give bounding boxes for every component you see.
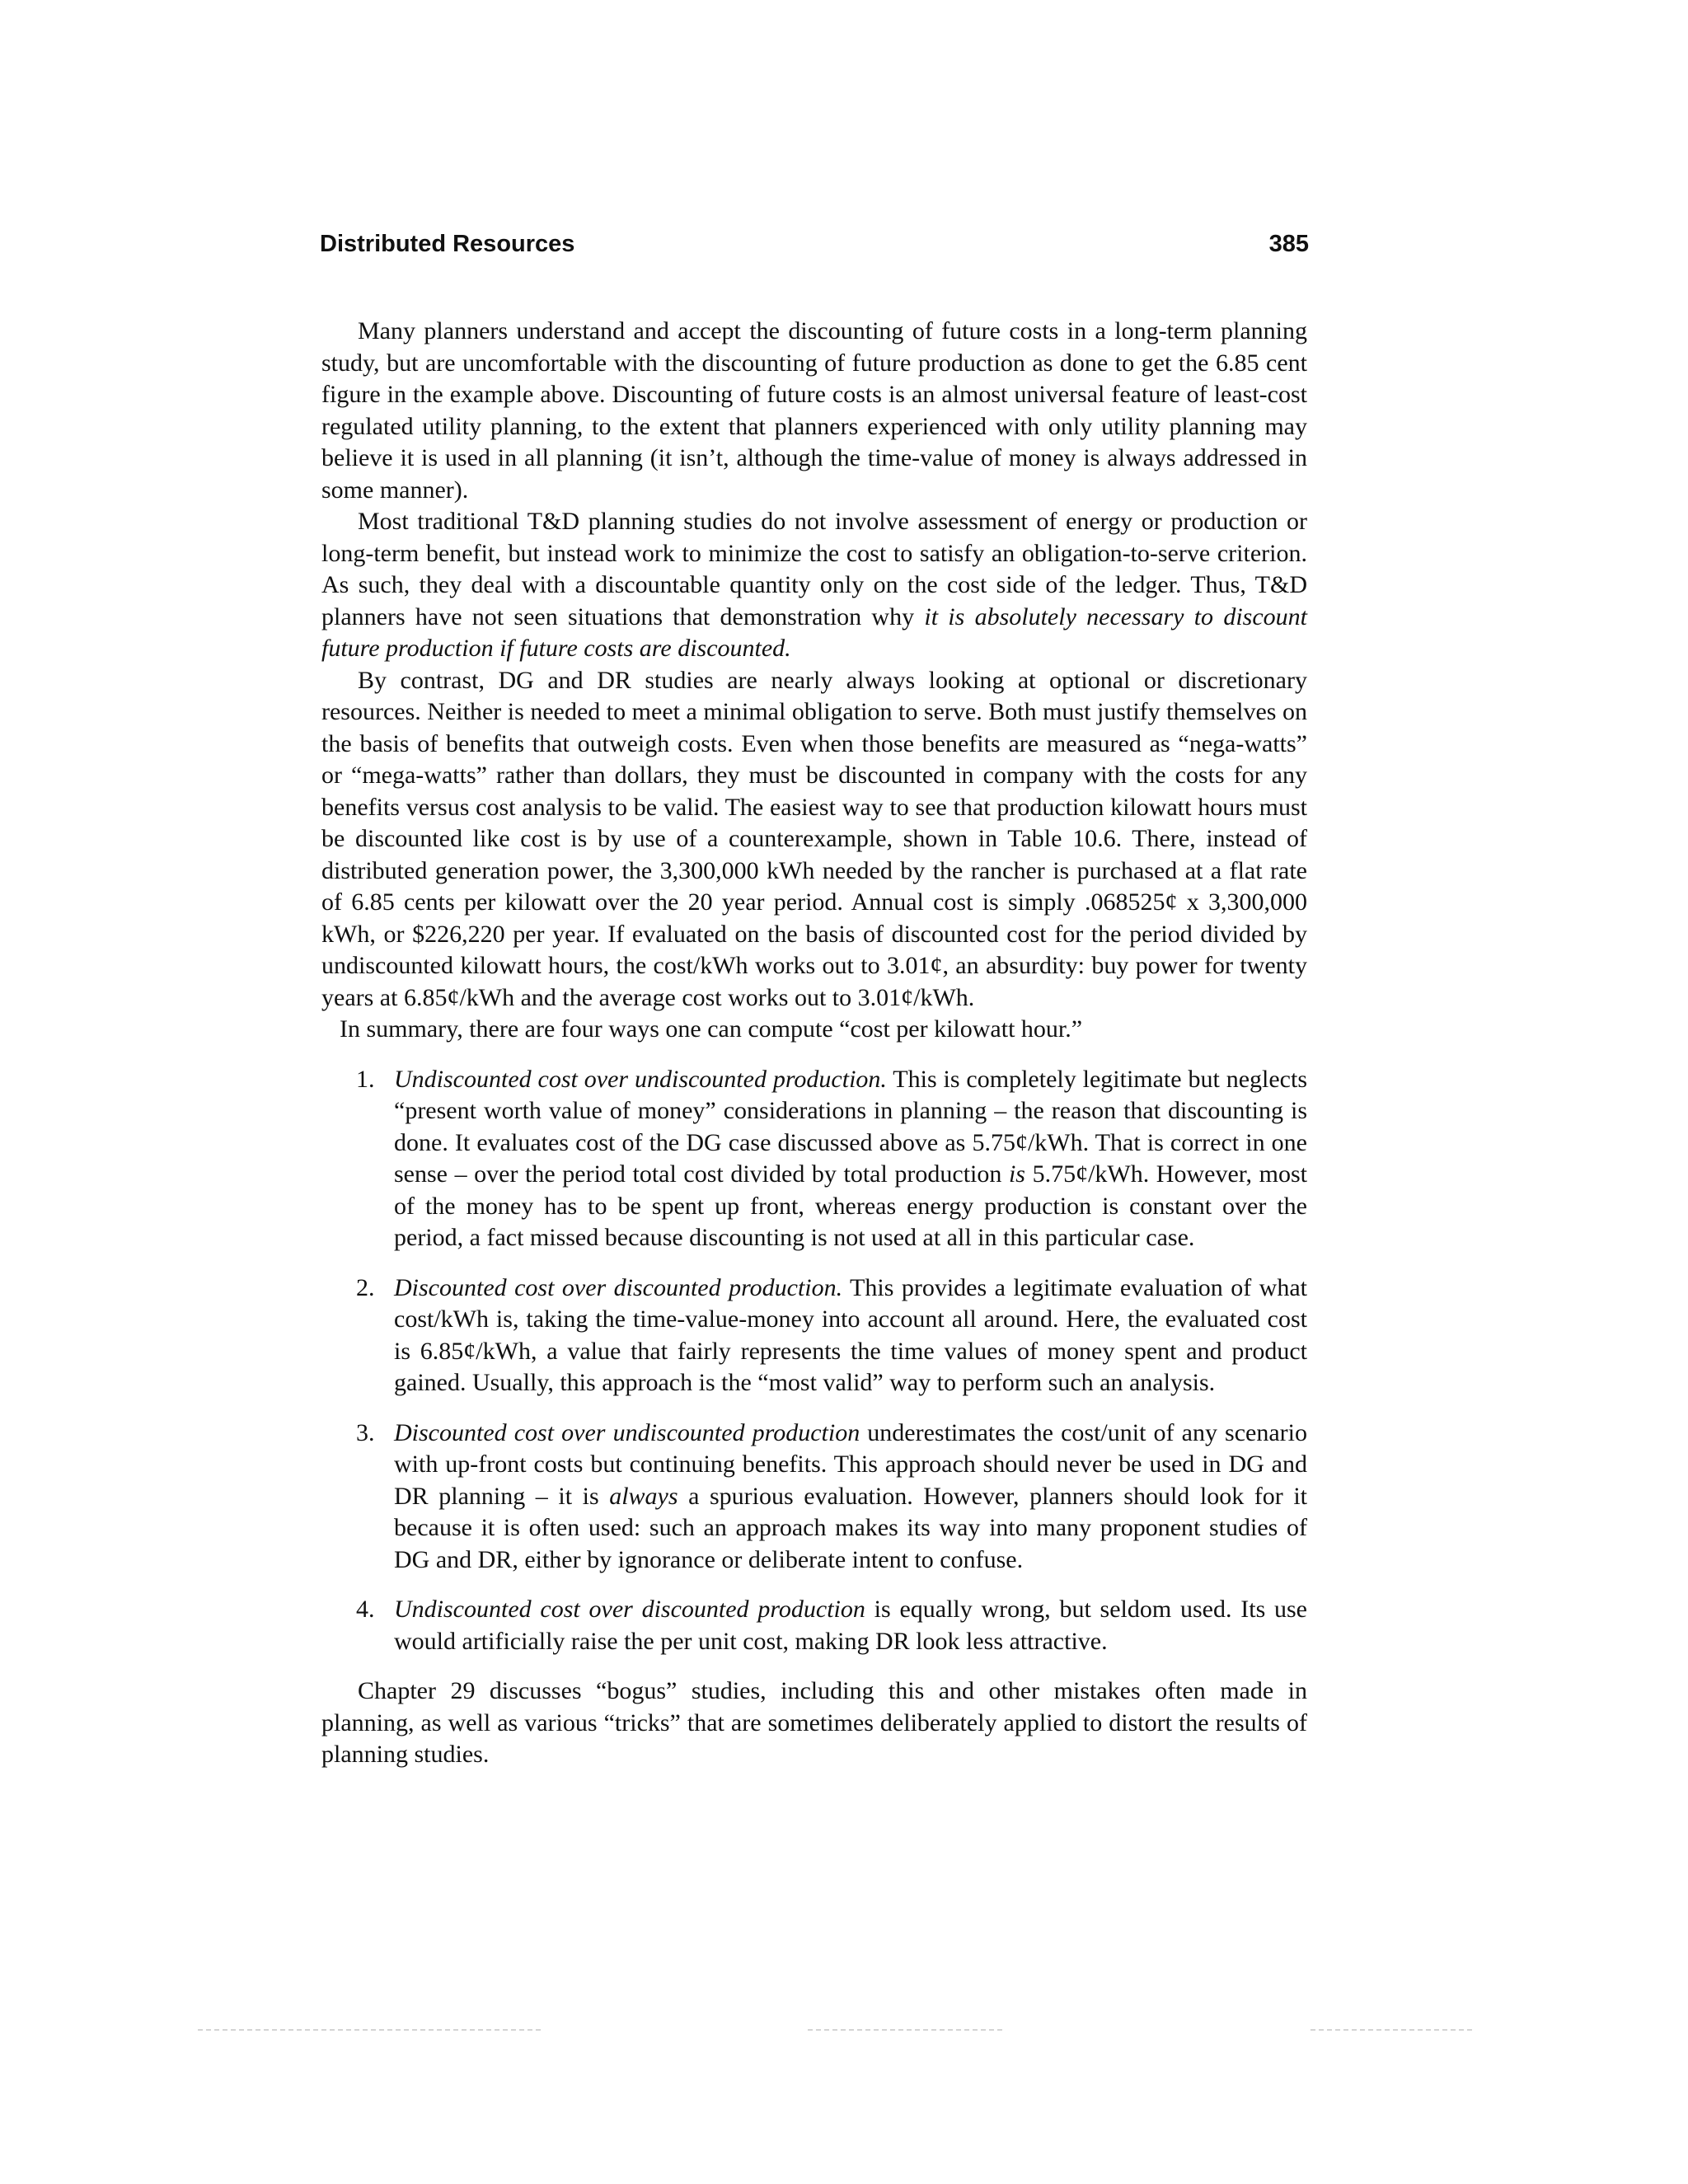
paragraph-td-planning-text: Most traditional T&D planning studies do not involve assessment of energy or production or long-term benefit, but instead work to minimize the cost to satisfy an obligation-to-serve criterion. As such, they deal with a discountable quantity only on the cost side of the ledger. Thus, T&D planners have not seen situations that demonstration why (321, 508, 1307, 630)
list-item-text: This provides a legitimate evaluation of what cost/kWh is, taking the time-value-money into account all around. Here, the evaluated cost is 6.85¢/kWh, a value that fairly represents the time values of money spent and product gained. Usually, this approach is the “most valid” way to perform such an analysis. (394, 1273, 1307, 1396)
paragraph-closing: Chapter 29 discusses “bogus” studies, including this and other mistakes often made in planning, as well as various “tricks” that are sometimes deliberately applied to distort the results of planning studies. (321, 1677, 1307, 1768)
list-item-number: 2. (356, 1273, 375, 1301)
page-header (320, 231, 1309, 264)
list-item-emphasis: is (1008, 1160, 1025, 1188)
page-body (321, 316, 1307, 1771)
paragraph-discounting-costs: Many planners understand and accept the discounting of future costs in a long-term planning study, but are uncomfortable with the discounting of future production as done to get the 6.85 cent figure in the example above. Discounting of future costs is an almost universal feature of least-cost regulated utility planning, to the extent that planners experienced with only utility planning may believe it is used in all planning (it isn’t, although the time-value of money is always addressed in some manner). (321, 317, 1307, 504)
list-item-number: 4. (356, 1596, 375, 1623)
scan-artifact-line (1311, 2029, 1475, 2031)
scan-artifact-line (198, 2029, 544, 2031)
list-item-text: is equally wrong, but seldom used. Its use would artificially raise the per unit cost, making DR look less attractive. (394, 1596, 1307, 1655)
paragraph-td-planning (321, 506, 1307, 665)
list-item-title: Undiscounted cost over undiscounted production. (394, 1065, 887, 1093)
list-item-text-end: 5.75¢/kWh. However, most of the money has to be spent up front, whereas energy production is constant over the period, a fact missed because discounting is not used at all in this particular case. (394, 1160, 1307, 1251)
running-title: Distributed Resources (320, 231, 575, 257)
page-number: 385 (1268, 231, 1309, 257)
list-item-emphasis: always (609, 1482, 678, 1510)
list-item (321, 1272, 1307, 1399)
scan-artifact-line (808, 2029, 1006, 2031)
list-item-text: This is completely legitimate but neglects “present worth value of money” considerations in planning – the reason that discounting is done. It evaluates cost of the DG case discussed above as 5.75¢/kWh. That is correct in one sense – over the period total cost divided by total production (394, 1065, 1308, 1188)
list-item-text-end: a spurious evaluation. However, planners should look for it because it is often used: such an approach makes its way into many proponent studies of DG and DR, either by ignorance or deliberate intent to confuse. (394, 1482, 1307, 1573)
paragraph-summary: In summary, there are four ways one can compute “cost per kilowatt hour.” (340, 1015, 1083, 1043)
list-item (321, 1418, 1307, 1577)
list-item-title: Discounted cost over undiscounted production (394, 1418, 860, 1446)
list-item-number: 3. (356, 1418, 375, 1446)
list-item (321, 1594, 1307, 1657)
list-item-title: Discounted cost over discounted production. (394, 1273, 843, 1301)
list-item-text: underestimates the cost/unit of any scenario with up-front costs but continuing benefits. This approach should never be used in DG and DR planning – it is (394, 1418, 1307, 1510)
paragraph-dg-dr-studies: By contrast, DG and DR studies are nearly always looking at optional or discretionary resources. Neither is needed to meet a minimal obligation to serve. Both must justify themselves on the basis of benefits that outweigh costs. Even when those benefits are measured as “nega-watts” or “mega-watts” rather than dollars, they must be discounted in company with the costs for any benefits versus cost analysis to be valid. The easiest way to see that production kilowatt hours must be discounted like cost is by use of a counterexample, shown in Table 10.6. There, instead of distributed generation power, the 3,300,000 kWh needed by the rancher is purchased at a flat rate of 6.85 cents per kilowatt over the 20 year period. Annual cost is simply .068525¢ x 3,300,000 kWh, or $226,220 per year. If evaluated on the basis of discounted cost for the period divided by undiscounted kilowatt hours, the cost/kWh works out to 3.01¢, an absurdity: buy power for twenty years at 6.85¢/kWh and the average cost works out to 3.01¢/kWh. (321, 666, 1307, 1011)
list-item-number: 1. (356, 1065, 375, 1093)
paragraph-td-planning-emphasis: it is absolutely necessary to discount future production if future costs are discounted. (321, 602, 1307, 662)
list-item (321, 1064, 1307, 1254)
list-item-title: Undiscounted cost over discounted production (394, 1596, 865, 1623)
cost-methods-list (321, 1064, 1307, 1658)
